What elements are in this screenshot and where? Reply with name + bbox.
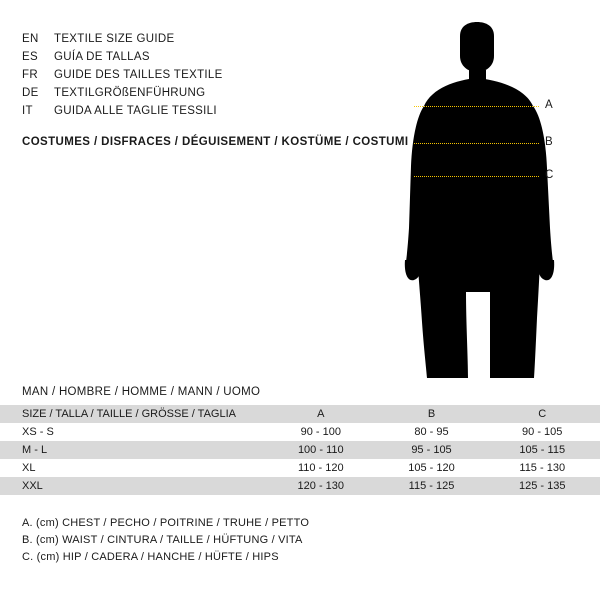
- cell-size: XS - S: [22, 426, 54, 438]
- cell-c: 105 - 115: [519, 444, 566, 456]
- column-header-size: SIZE / TALLA / TAILLE / GRÖSSE / TAGLIA: [22, 408, 236, 420]
- language-row: [22, 84, 352, 102]
- column-header-a: A: [317, 408, 325, 420]
- cell-b: 95 - 105: [411, 444, 452, 456]
- column-header-b: B: [427, 408, 436, 420]
- language-title: GUIDA ALLE TAGLIE TESSILI: [54, 105, 217, 117]
- measurement-label-c: C: [545, 169, 554, 181]
- measurement-label-a: A: [545, 99, 553, 111]
- language-code: ES: [22, 51, 38, 63]
- cell-a: 110 - 120: [297, 462, 344, 474]
- cell-c: 115 - 130: [519, 462, 566, 474]
- measurement-line-hip: [414, 176, 539, 177]
- cell-b: 80 - 95: [414, 426, 449, 438]
- size-table-section: [0, 386, 600, 495]
- table-group-title: MAN / HOMBRE / HOMME / MANN / UOMO: [22, 386, 261, 398]
- table-row: [0, 459, 600, 477]
- table-header-row: [0, 405, 600, 423]
- legend-item-c: C. (cm) HIP / CADERA / HANCHE / HÜFTE / HIPS: [22, 551, 279, 563]
- cell-size: XXL: [22, 480, 43, 492]
- language-code: EN: [22, 33, 39, 45]
- cell-a: 100 - 110: [297, 444, 344, 456]
- table-row: [0, 477, 600, 495]
- cell-c: 90 - 105: [522, 426, 563, 438]
- cell-c: 125 - 135: [518, 480, 566, 492]
- measurement-legend: [22, 515, 309, 566]
- language-row: [22, 48, 352, 66]
- legend-item-b: B. (cm) WAIST / CINTURA / TAILLE / HÜFTUNG / VITA: [22, 534, 303, 546]
- body-silhouette: [398, 22, 578, 382]
- column-header-c: C: [538, 408, 547, 420]
- language-title: TEXTILE SIZE GUIDE: [54, 33, 175, 45]
- legend-item-a: A. (cm) CHEST / PECHO / POITRINE / TRUHE / PETTO: [22, 517, 310, 529]
- language-list: [22, 30, 352, 120]
- language-row: [22, 66, 352, 84]
- language-title: GUÍA DE TALLAS: [54, 51, 150, 63]
- cell-a: 90 - 100: [300, 426, 341, 438]
- table-row: [0, 441, 600, 459]
- category-heading: COSTUMES / DISFRACES / DÉGUISEMENT / KOSTÜME / COSTUMI: [22, 136, 409, 148]
- language-code: FR: [22, 69, 38, 81]
- language-row: [22, 30, 352, 48]
- language-row: [22, 102, 352, 120]
- language-code: IT: [22, 105, 33, 117]
- cell-b: 105 - 120: [408, 462, 455, 474]
- language-title: GUIDE DES TAILLES TEXTILE: [54, 69, 223, 81]
- language-title: TEXTILGRÖßENFÜHRUNG: [54, 87, 206, 99]
- size-table: [0, 405, 600, 495]
- table-row: [0, 423, 600, 441]
- cell-size: M - L: [22, 444, 48, 456]
- cell-b: 115 - 125: [408, 480, 455, 492]
- measurement-label-b: B: [545, 136, 553, 148]
- cell-size: XL: [22, 462, 36, 474]
- measurement-line-chest: [414, 106, 539, 107]
- cell-a: 120 - 130: [297, 480, 345, 492]
- measurement-line-waist: [414, 143, 539, 144]
- language-code: DE: [22, 87, 39, 99]
